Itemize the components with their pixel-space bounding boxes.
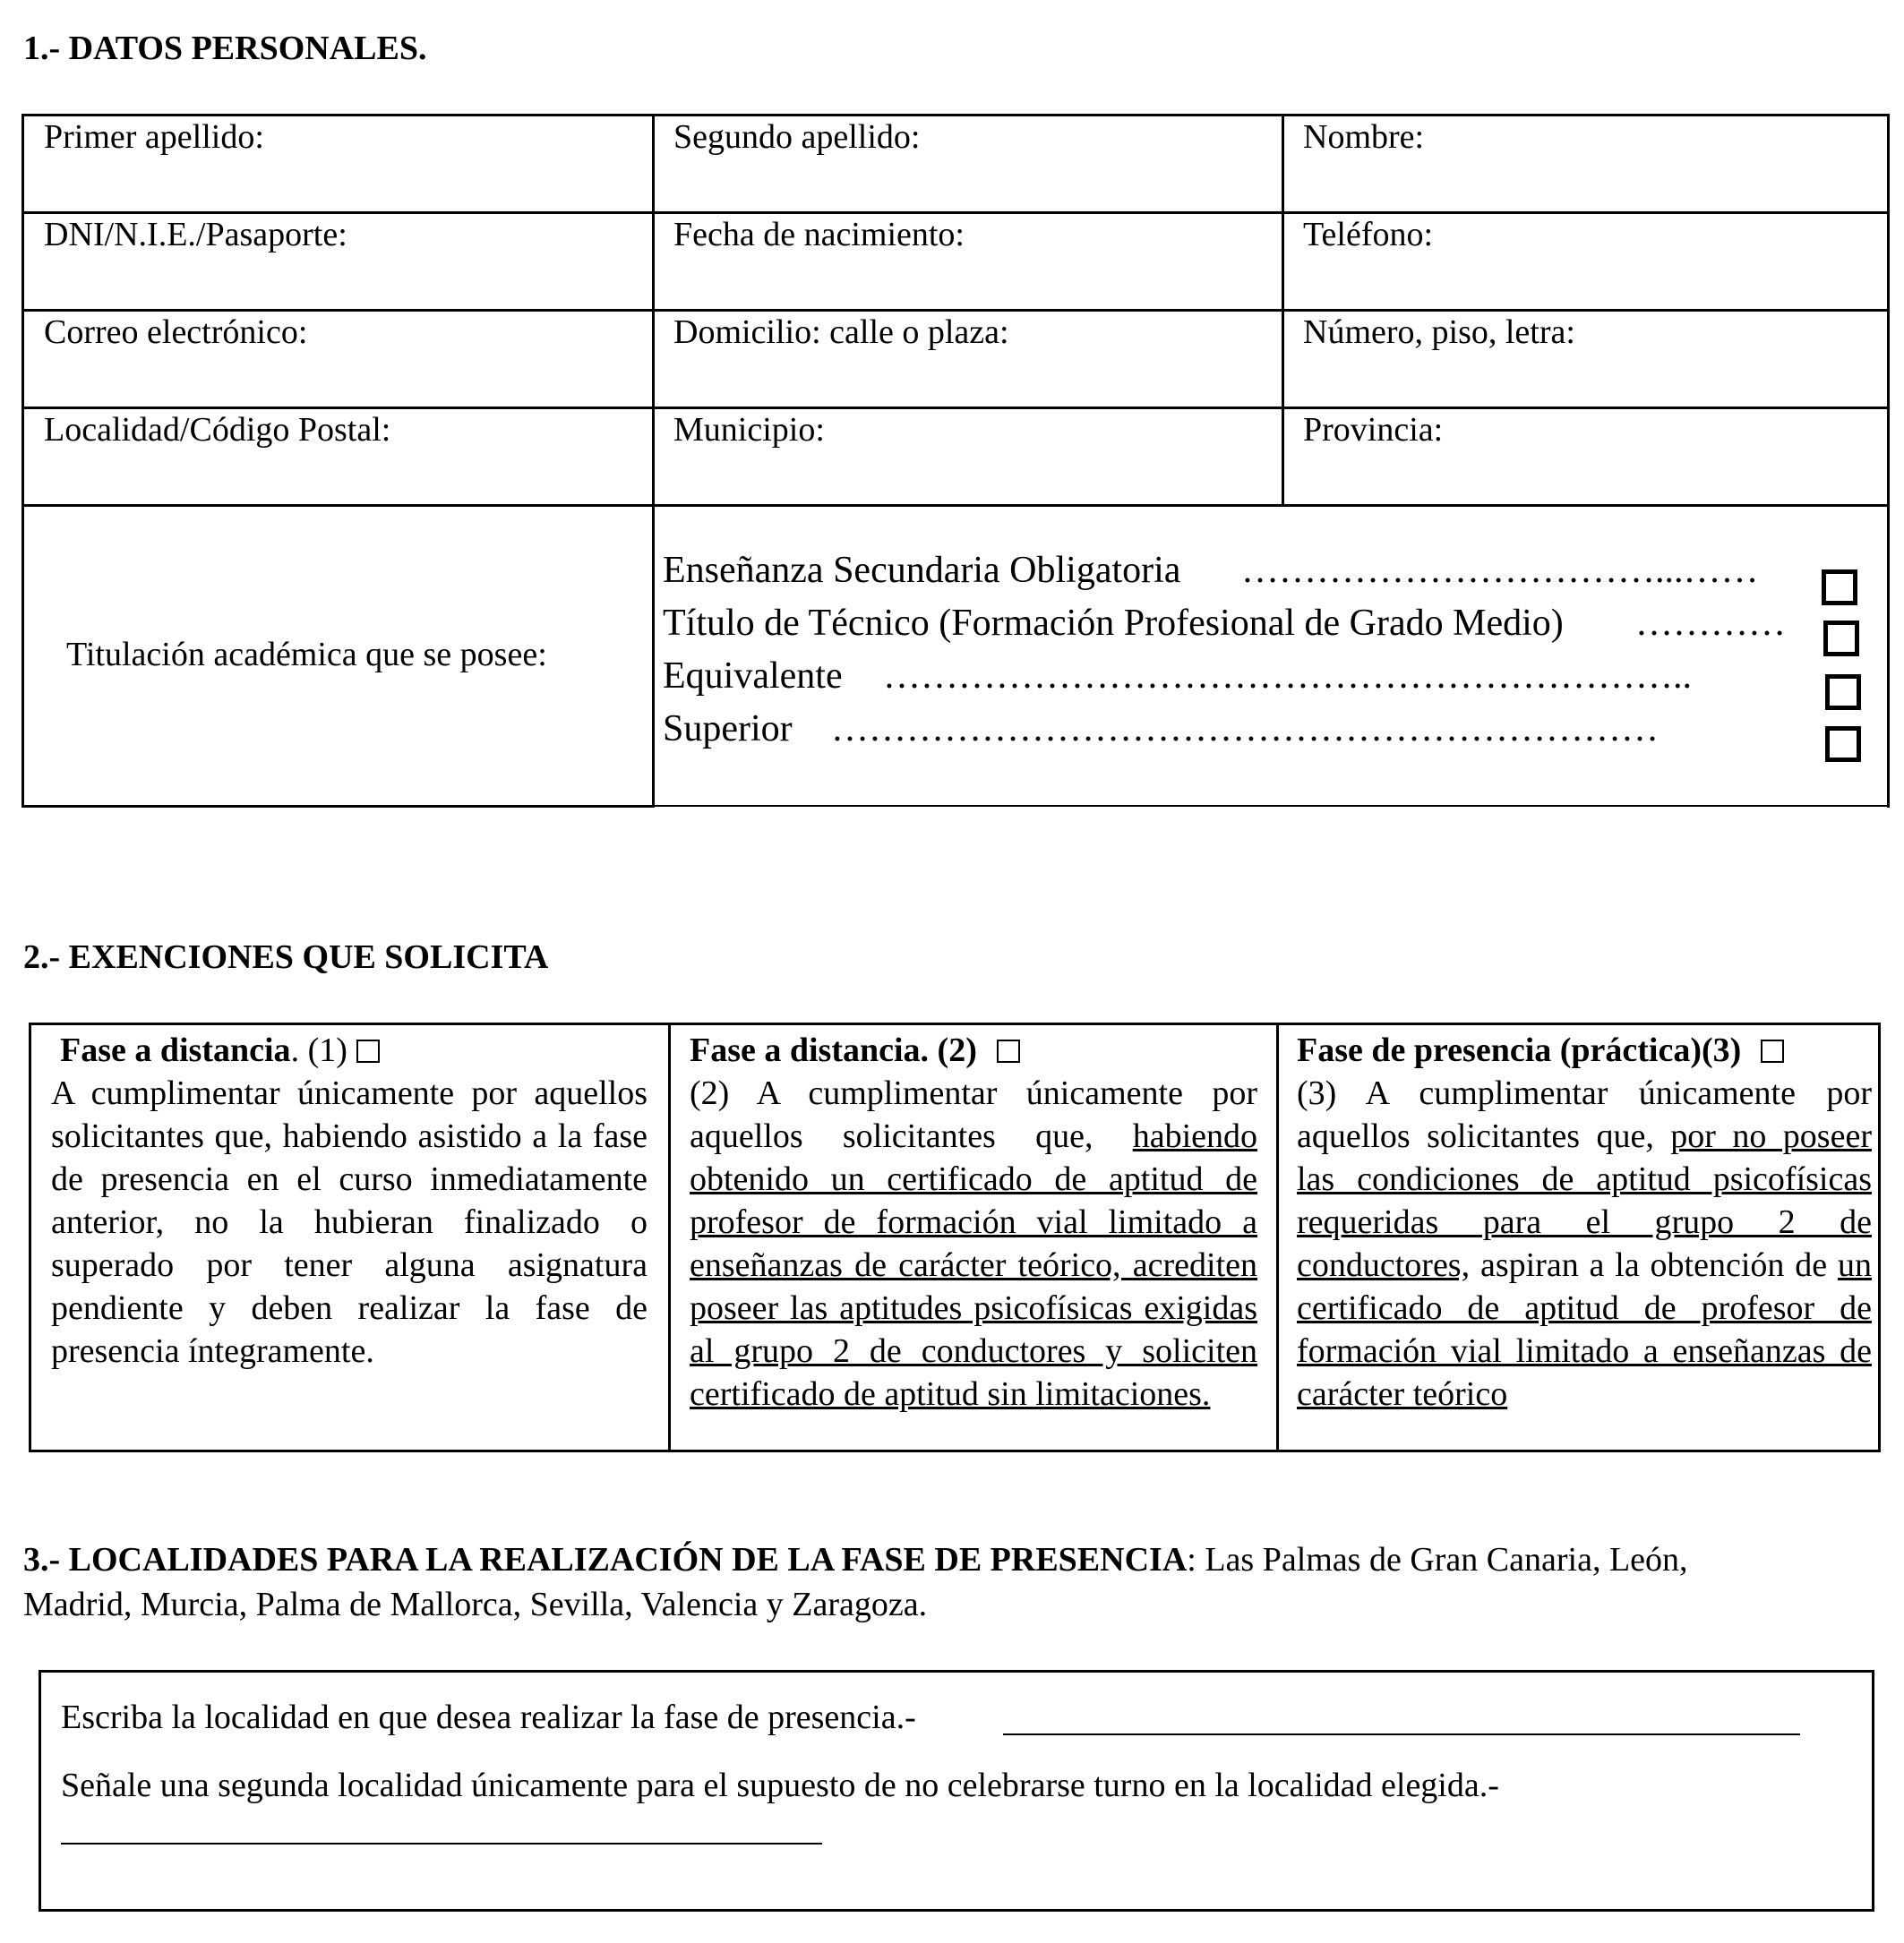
dni-field[interactable]: DNI/N.I.E./Pasaporte: [44, 216, 347, 253]
nombre-field[interactable]: Nombre: [1303, 118, 1425, 156]
exencion-1-text: A cumplimentar únicamente por aquellos solicitantes que, habiendo asistido a la fase de presencia en el curso inmediatamente anterior, no la hubieran finalizado o superado por tener alguna asignatura pendiente y deben realizar la fase de presencia íntegramente. [51, 1074, 648, 1370]
section3-heading-rest: : Las Palmas de Gran Canaria, León, [1187, 1541, 1688, 1579]
titulacion-option-label: Enseñanza Secundaria Obligatoria [663, 550, 1181, 591]
section3-heading: 3.- LOCALIDADES PARA LA REALIZACIÓN DE LA FASE DE PRESENCIA [23, 1541, 1188, 1579]
exencion-col-3 [1297, 1029, 1872, 1416]
segundo-apellido-field[interactable]: Segundo apellido: [673, 118, 921, 156]
exencion-1-title: Fase a distancia [60, 1031, 291, 1069]
telefono-field[interactable]: Teléfono: [1303, 216, 1434, 253]
section3-localidades: Madrid, Murcia, Palma de Mallorca, Sevilla, Valencia y Zaragoza. [23, 1586, 928, 1623]
titulacion-checkbox-superior[interactable] [1825, 726, 1861, 762]
titulacion-label: Titulación académica que se posee: [66, 636, 547, 673]
primer-apellido-field[interactable]: Primer apellido: [44, 118, 264, 156]
titulacion-option-label: Título de Técnico (Formación Profesional de Grado Medio) [663, 603, 1564, 644]
localidad-box [39, 1670, 1874, 1912]
domicilio-field[interactable]: Domicilio: calle o plaza: [673, 313, 1009, 351]
titulacion-checkbox-eso[interactable] [1822, 569, 1857, 605]
exencion-2-text-underlined: habiendo obtenido un certificado de aptitud de profesor de formación vial limitado a enseñanzas de carácter teórico, acrediten poseer las aptitudes psicofísicas exigidas al grupo 2 de conductores y soliciten certificado de aptitud sin limitaciones. [690, 1117, 1257, 1413]
titulacion-option-label: Superior [663, 708, 793, 749]
localidad-input-2[interactable] [61, 1843, 822, 1845]
localidad-field[interactable]: Localidad/Código Postal: [44, 411, 391, 449]
exencion-1-checkbox[interactable] [356, 1040, 380, 1063]
titulacion-leader: ………………………………………………………… [831, 708, 1659, 749]
personal-data-table [21, 114, 1890, 808]
exencion-3-text-underlined: por no poseer las condiciones de aptitud psicofísicas requeridas para el grupo 2 de conductores, [1297, 1117, 1872, 1284]
section2-heading: 2.- EXENCIONES QUE SOLICITA [23, 938, 549, 976]
titulacion-leader: ………… [1635, 603, 1786, 644]
exencion-col-2 [690, 1029, 1257, 1416]
titulacion-leader: ……………………………………………………….. [883, 655, 1692, 697]
exencion-3-checkbox[interactable] [1761, 1040, 1784, 1063]
exencion-2-title: Fase a distancia. (2) [690, 1031, 977, 1069]
titulacion-leader: ……………………………...…… [1241, 550, 1759, 591]
correo-field[interactable]: Correo electrónico: [44, 313, 308, 351]
exencion-1-title-suffix: . (1) [290, 1031, 347, 1069]
municipio-field[interactable]: Municipio: [673, 411, 825, 449]
exencion-2-text: (2) A cumplimentar únicamente por aquellos solicitantes que, [690, 1074, 1257, 1155]
titulacion-checkbox-tecnico[interactable] [1823, 621, 1859, 656]
section1-heading: 1.- DATOS PERSONALES. [23, 30, 427, 67]
localidad-prompt-2: Señale una segunda localidad únicamente para el supuesto de no celebrarse turno en la localidad elegida.- [61, 1767, 1499, 1804]
localidad-prompt-1: Escriba la localidad en que desea realizar la fase de presencia.- [61, 1699, 916, 1736]
titulacion-option-label: Equivalente [663, 655, 843, 697]
fecha-nacimiento-field[interactable]: Fecha de nacimiento: [673, 216, 965, 253]
exencion-col-1 [51, 1029, 648, 1373]
titulacion-checkbox-equivalente[interactable] [1825, 674, 1861, 710]
localidad-input-1[interactable] [1003, 1733, 1800, 1735]
numero-field[interactable]: Número, piso, letra: [1303, 313, 1575, 351]
exenciones-table [29, 1023, 1881, 1452]
section3-heading-line [23, 1540, 1688, 1579]
exencion-3-text-2: aspiran a la obtención de [1470, 1246, 1838, 1284]
exencion-3-text-underlined-2: un certificado de aptitud de profesor de formación vial limitado a enseñanzas de carácter teórico [1297, 1246, 1872, 1413]
provincia-field[interactable]: Provincia: [1303, 411, 1444, 449]
exencion-2-checkbox[interactable] [997, 1040, 1020, 1063]
exencion-3-title: Fase de presencia (práctica)(3) [1297, 1031, 1742, 1069]
exencion-3-text: (3) A cumplimentar únicamente por aquellos solicitantes que, [1297, 1074, 1872, 1155]
